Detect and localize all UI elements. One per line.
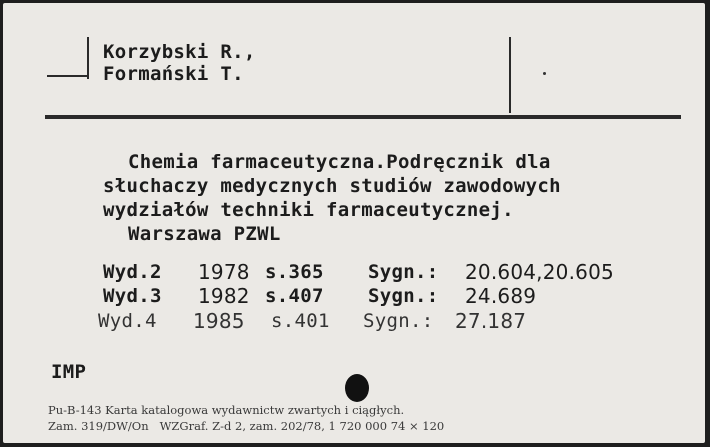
author-1: Korzybski R., bbox=[103, 41, 256, 63]
signature-label: Sygn.: bbox=[368, 261, 439, 283]
edition-year: 1982 bbox=[198, 284, 250, 308]
publisher-line: Warszawa PZWL bbox=[128, 223, 281, 245]
signature-label: Sygn.: bbox=[368, 285, 439, 307]
edition-label: Wyd.3 bbox=[103, 285, 162, 307]
author-short-rule bbox=[47, 75, 89, 77]
edition-pages: s.401 bbox=[271, 310, 330, 332]
signature-value: 27.187 bbox=[455, 309, 527, 333]
title-line-3: wydziałów techniki farmaceutycznej. bbox=[103, 199, 514, 221]
author-right-rule bbox=[509, 37, 511, 113]
author-left-rule bbox=[87, 37, 89, 79]
catalog-card bbox=[3, 3, 705, 443]
edition-label: Wyd.2 bbox=[103, 261, 162, 283]
edition-year: 1978 bbox=[198, 260, 250, 284]
edition-pages: s.365 bbox=[265, 261, 324, 283]
form-footer-line-2: Zam. 319/DW/On WZGraf. Z-d 2, zam. 202/78, 1 720 000 74 × 120 bbox=[48, 419, 445, 433]
signature-value: 24.689 bbox=[465, 284, 537, 308]
title-line-1: Chemia farmaceutyczna.Podręcznik dla bbox=[128, 151, 551, 173]
card-punch-hole bbox=[345, 374, 369, 402]
header-separator-rule bbox=[45, 115, 681, 119]
edition-label: Wyd.4 bbox=[98, 310, 157, 332]
form-footer-line-1: Pu-B-143 Karta katalogowa wydawnictw zwartych i ciągłych. bbox=[48, 403, 405, 417]
author-2: Formański T. bbox=[103, 63, 244, 85]
signature-value: 20.604,20.605 bbox=[465, 260, 614, 284]
edition-pages: s.407 bbox=[265, 285, 324, 307]
header-mark bbox=[543, 72, 546, 75]
edition-year: 1985 bbox=[193, 309, 245, 333]
title-line-2: słuchaczy medycznych studiów zawodowych bbox=[103, 175, 561, 197]
signature-label: Sygn.: bbox=[363, 310, 434, 332]
imp-stamp: IMP bbox=[51, 361, 87, 383]
